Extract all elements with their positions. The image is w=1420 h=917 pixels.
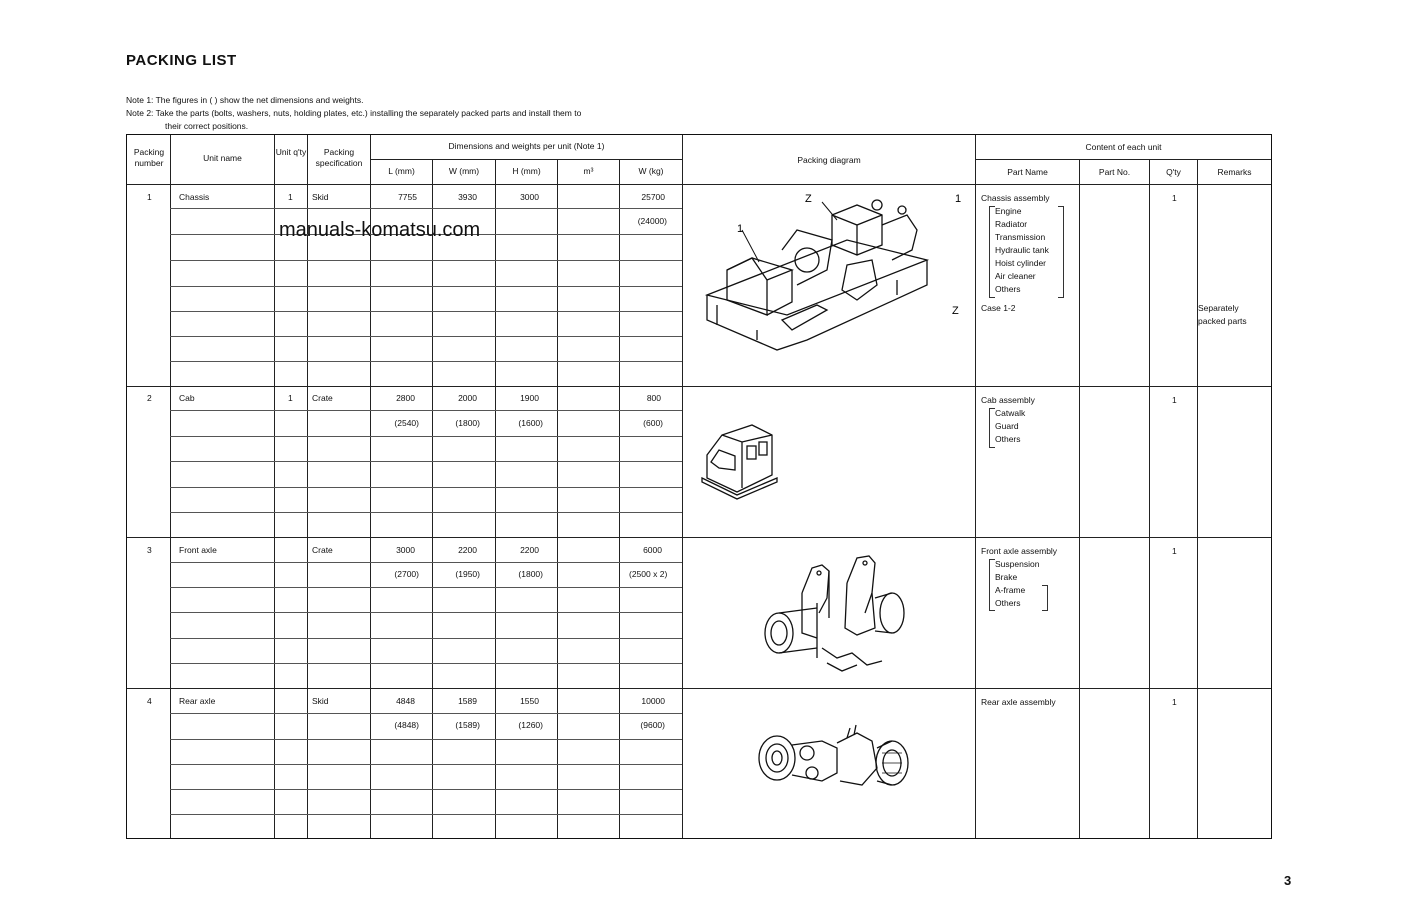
row1-part-1: Engine bbox=[995, 206, 1022, 216]
row1-part-4: Hydraulic tank bbox=[995, 245, 1049, 255]
row2-net-l: (2540) bbox=[394, 418, 419, 428]
row1-unit-qty: 1 bbox=[288, 192, 293, 202]
row1-content-qty: 1 bbox=[1172, 193, 1177, 203]
header-packing-spec: Packing specification bbox=[315, 147, 363, 168]
page-number: 3 bbox=[1284, 873, 1292, 888]
row2-net-h: (1600) bbox=[518, 418, 543, 428]
note-1: Note 1: The figures in ( ) show the net dimensions and weights. bbox=[126, 95, 364, 105]
row3-h: 2200 bbox=[520, 545, 539, 555]
row1-h: 3000 bbox=[520, 192, 539, 202]
row2-content-qty: 1 bbox=[1172, 395, 1177, 405]
row2-net-wkg: (600) bbox=[643, 418, 663, 428]
header-dimensions-group: Dimensions and weights per unit (Note 1) bbox=[448, 141, 605, 151]
row4-l: 4848 bbox=[396, 696, 415, 706]
row3-wkg: 6000 bbox=[643, 545, 662, 555]
diagram-label-z-bottom: Z bbox=[952, 305, 959, 317]
row3-l: 3000 bbox=[396, 545, 415, 555]
row3-net-w: (1950) bbox=[455, 569, 480, 579]
row2-spec: Crate bbox=[312, 393, 333, 403]
row1-number: 1 bbox=[147, 192, 152, 202]
row3-unit-name: Front axle bbox=[179, 545, 217, 555]
row3-number: 3 bbox=[147, 545, 152, 555]
row2-wkg: 800 bbox=[646, 393, 661, 403]
row2-assembly: Cab assembly bbox=[981, 395, 1035, 405]
row1-wkg: 25700 bbox=[641, 192, 665, 202]
note-2-continued: their correct positions. bbox=[165, 121, 249, 131]
row2-number: 2 bbox=[147, 393, 152, 403]
row2-w: 2000 bbox=[458, 393, 477, 403]
row1-part-2: Radiator bbox=[995, 219, 1028, 229]
row1-part-3: Transmission bbox=[995, 232, 1046, 242]
row1-remarks-2: packed parts bbox=[1198, 316, 1247, 326]
row1-l: 7755 bbox=[398, 192, 417, 202]
note-2: Note 2: Take the parts (bolts, washers, nuts, holding plates, etc.) installing the separately packed parts and install them to bbox=[126, 108, 582, 118]
row4-unit-name: Rear axle bbox=[179, 696, 216, 706]
header-unit-name: Unit name bbox=[203, 153, 242, 163]
row1-bracket-right bbox=[1058, 206, 1064, 298]
row3-spec: Crate bbox=[312, 545, 333, 555]
row1-assembly: Chassis assembly bbox=[981, 193, 1050, 203]
watermark: manuals-komatsu.com bbox=[279, 219, 481, 241]
header-l: L (mm) bbox=[388, 166, 415, 176]
row3-net-l: (2700) bbox=[394, 569, 419, 579]
header-m3: m³ bbox=[583, 166, 594, 176]
row2-h: 1900 bbox=[520, 393, 539, 403]
header-part-name: Part Name bbox=[1007, 167, 1048, 177]
row1-part-6: Air cleaner bbox=[995, 271, 1036, 281]
row4-spec: Skid bbox=[312, 696, 329, 706]
row4-h: 1550 bbox=[520, 696, 539, 706]
row4-net-wkg: (9600) bbox=[640, 720, 665, 730]
header-part-no: Part No. bbox=[1098, 167, 1131, 177]
diagram-label-z-top: Z bbox=[805, 193, 812, 205]
header-unit-qty: Unit q'ty bbox=[275, 147, 307, 157]
row3-part-4: Others bbox=[995, 598, 1021, 608]
rear-axle-diagram bbox=[752, 723, 922, 803]
row3-part-1: Suspension bbox=[995, 559, 1040, 569]
header-content-group: Content of each unit bbox=[1085, 142, 1162, 152]
row2-unit-name: Cab bbox=[179, 393, 195, 403]
row1-part-7: Others bbox=[995, 284, 1021, 294]
header-w: W (mm) bbox=[448, 166, 480, 176]
row4-wkg: 10000 bbox=[641, 696, 665, 706]
header-qty: Q'ty bbox=[1166, 167, 1181, 177]
row4-w: 1589 bbox=[458, 696, 477, 706]
row4-content-qty: 1 bbox=[1172, 697, 1177, 707]
row3-part-2: Brake bbox=[995, 572, 1018, 582]
row3-net-wkg: (2500 x 2) bbox=[629, 569, 668, 579]
diagram-label-1-left: 1 bbox=[737, 223, 744, 235]
row3-w: 2200 bbox=[458, 545, 477, 555]
header-h: H (mm) bbox=[512, 166, 541, 176]
page-title: PACKING LIST bbox=[126, 52, 237, 69]
row1-net-wkg: (24000) bbox=[637, 216, 667, 226]
chassis-diagram bbox=[697, 190, 972, 355]
packing-table bbox=[126, 134, 1272, 839]
row2-part-1: Catwalk bbox=[995, 408, 1026, 418]
row4-assembly: Rear axle assembly bbox=[981, 697, 1056, 707]
row3-content-qty: 1 bbox=[1172, 546, 1177, 556]
front-axle-diagram bbox=[757, 553, 917, 678]
header-diagram: Packing diagram bbox=[797, 155, 861, 165]
row1-w: 3930 bbox=[458, 192, 477, 202]
row1-unit-name: Chassis bbox=[179, 192, 210, 202]
row2-unit-qty: 1 bbox=[288, 393, 293, 403]
row4-net-l: (4848) bbox=[394, 720, 419, 730]
diagram-label-1-top: 1 bbox=[955, 193, 962, 205]
row2-part-2: Guard bbox=[995, 421, 1019, 431]
row2-net-w: (1800) bbox=[455, 418, 480, 428]
cab-diagram bbox=[697, 420, 807, 500]
row4-number: 4 bbox=[147, 696, 152, 706]
row4-net-w: (1589) bbox=[455, 720, 480, 730]
row1-extra: Case 1-2 bbox=[981, 303, 1016, 313]
row3-net-h: (1800) bbox=[518, 569, 543, 579]
row1-spec: Skid bbox=[312, 192, 329, 202]
row4-net-h: (1260) bbox=[518, 720, 543, 730]
row2-l: 2800 bbox=[396, 393, 415, 403]
header-remarks: Remarks bbox=[1217, 167, 1252, 177]
row3-bracket-right bbox=[1042, 585, 1048, 611]
row3-assembly: Front axle assembly bbox=[981, 546, 1058, 556]
header-wkg: W (kg) bbox=[638, 166, 664, 176]
row2-part-3: Others bbox=[995, 434, 1021, 444]
row1-part-5: Hoist cylinder bbox=[995, 258, 1047, 268]
row1-remarks-1: Separately bbox=[1198, 303, 1239, 313]
row3-part-3: A-frame bbox=[995, 585, 1026, 595]
header-packing-number: Packing number bbox=[133, 147, 165, 168]
